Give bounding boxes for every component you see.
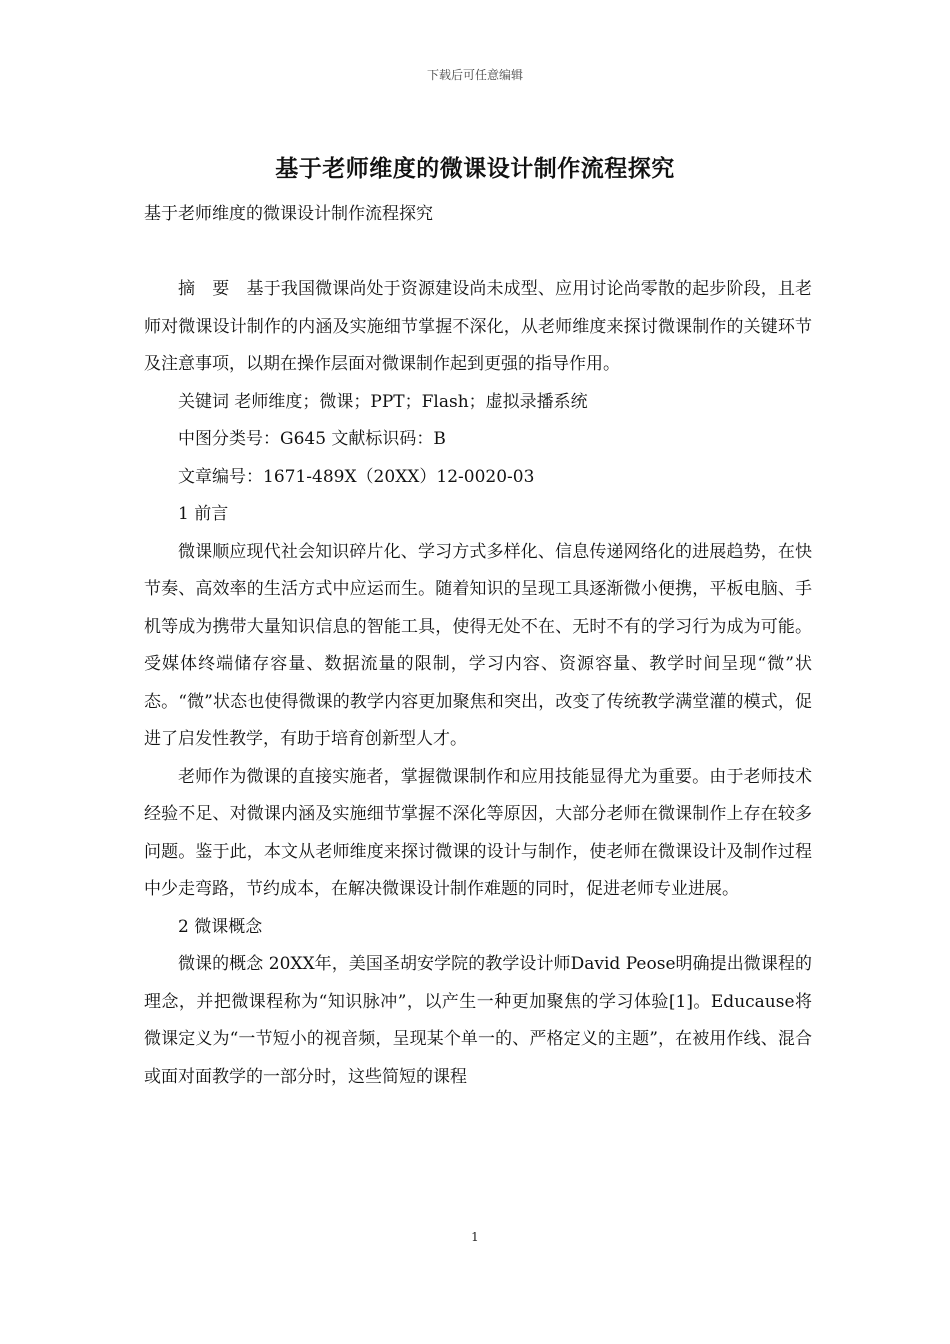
subtitle-line: 基于老师维度的微课设计制作流程探究 [144,204,433,224]
section-heading-2: 2 微课概念 [178,916,263,937]
page-title: 基于老师维度的微课设计制作流程探究 [275,155,675,182]
classification-line: 中图分类号：G645 文献标识码：B [178,429,446,449]
header-note: 下载后可任意编辑 [426,68,523,82]
section1-paragraph-1: 微课顺应现代社会知识碎片化、学习方式多样化、信息传递网络化的进展趋势，在快节奏、高效率的生活方式中应运而生。随着知识的呈现工具逐渐微小便携，平板电脑、手机等成为携带大量知识信息的智能工具，使得无处不在、无时不有的学习行为成为可能。受媒体终端储存容量、数据流量的限制，学习内容、资源容量、教学时间呈现“微”状态。“微”状态也使得微课的教学内容更加聚焦和突出，改变了传统教学满堂灌的模式，促进了启发性教学，有助于培育创新型人才。 [144,541,812,749]
abstract-paragraph: 摘 要 基于我国微课尚处于资源建设尚未成型、应用讨论尚零散的起步阶段，且老师对微课设计制作的内涵及实施细节掌握不深化，从老师维度来探讨微课制作的关键环节及注意事项，以期在操作层面对微课制作起到更强的指导作用。 [144,279,812,374]
document-body [144,196,812,1096]
section2-paragraph-1: 微课的概念 20XX年，美国圣胡安学院的教学设计师David Peose明确提出微课程的理念，并把微课程称为“知识脉冲”，以产生一种更加聚焦的学习体验[1]。Educause将微课定义为“一节短小的视音频，呈现某个单一的、严格定义的主题”，在被用作线、混合或面对面教学的一部分时，这些简短的课程 [144,954,812,1087]
page-number: 1 [471,1230,479,1244]
section-heading-1: 1 前言 [178,504,229,524]
article-number-line: 文章编号：1671-489X（20XX）12-0020-03 [178,466,535,487]
keywords-line: 关键词 老师维度；微课；PPT；Flash；虚拟录播系统 [178,391,588,412]
section1-paragraph-2: 老师作为微课的直接实施者，掌握微课制作和应用技能显得尤为重要。由于老师技术经验不足、对微课内涵及实施细节掌握不深化等原因，大部分老师在微课制作上存在较多问题。鉴于此，本文从老师维度来探讨微课的设计与制作，使老师在微课设计及制作过程中少走弯路，节约成本，在解决微课设计制作难题的同时，促进老师专业进展。 [144,766,812,899]
blank-line [144,234,812,272]
